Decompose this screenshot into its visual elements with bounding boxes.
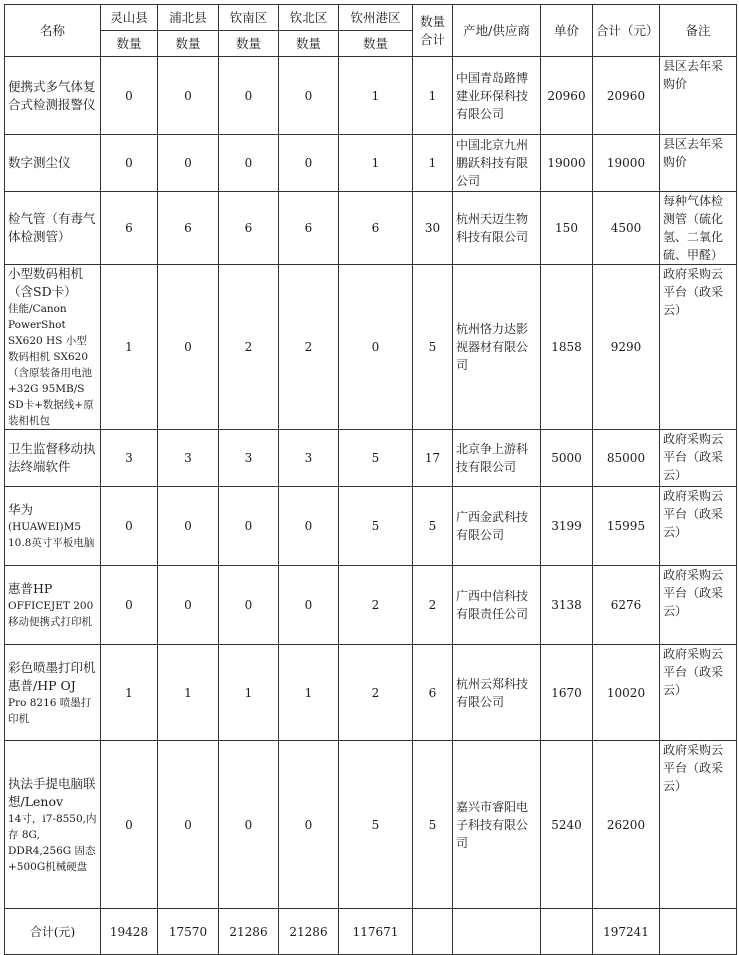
table-row [5, 430, 737, 487]
qty-cell: 0 [101, 741, 158, 909]
footer-grand-total: 197241 [593, 909, 660, 955]
supplier-cell: 杭州天迈生物科技有限公司 [453, 192, 541, 265]
total-cell: 4500 [593, 192, 660, 265]
qty-cell: 6 [101, 192, 158, 265]
qty-cell: 1 [339, 135, 413, 192]
supplier-cell: 中国北京九州鹏跃科技有限公司 [453, 135, 541, 192]
table-row [5, 57, 737, 135]
footer-sum: 21286 [219, 909, 279, 955]
header-region: 钦南区 [219, 5, 279, 31]
qty-cell: 0 [219, 487, 279, 566]
qty-cell: 0 [158, 135, 219, 192]
footer-empty [413, 909, 453, 955]
item-spec: Pro 8216 喷墨打印机 [8, 696, 92, 725]
note-cell: 政府采购云平台（政采云） [660, 645, 737, 741]
footer-empty [453, 909, 541, 955]
item-name-cell [5, 57, 101, 135]
item-name-cell [5, 566, 101, 645]
total-qty-cell: 5 [413, 741, 453, 909]
total-qty-cell: 5 [413, 265, 453, 430]
item-spec: 14寸，i7-8550,内存 8G, DDR4,256G 固态+500G机械硬盘 [8, 812, 97, 873]
qty-cell: 6 [219, 192, 279, 265]
qty-cell: 0 [219, 57, 279, 135]
header-supplier: 产地/供应商 [453, 5, 541, 57]
qty-cell: 2 [339, 645, 413, 741]
qty-cell: 1 [158, 645, 219, 741]
qty-cell: 0 [279, 57, 339, 135]
table-row [5, 192, 737, 265]
qty-cell: 6 [339, 192, 413, 265]
qty-cell: 0 [101, 57, 158, 135]
note-cell: 政府采购云平台（政采云） [660, 265, 737, 430]
total-cell: 26200 [593, 741, 660, 909]
footer-sum: 17570 [158, 909, 219, 955]
item-name: 小型数码相机（含SD卡） [8, 266, 84, 299]
qty-cell: 0 [219, 135, 279, 192]
total-qty-cell: 1 [413, 135, 453, 192]
item-name-cell [5, 487, 101, 566]
total-cell: 10020 [593, 645, 660, 741]
total-cell: 15995 [593, 487, 660, 566]
price-cell: 3138 [541, 566, 593, 645]
item-name: 执法手提电脑联想/Lenov [8, 775, 96, 809]
qty-cell: 0 [158, 265, 219, 430]
qty-cell: 5 [339, 741, 413, 909]
item-spec: OFFICEJET 200 移动便携式打印机 [8, 600, 94, 628]
qty-cell: 0 [279, 741, 339, 909]
total-cell: 20960 [593, 57, 660, 135]
item-name: 华为 [8, 502, 34, 517]
footer-empty [660, 909, 737, 955]
item-name: 检气管（有毒气体检测管） [8, 211, 96, 244]
price-cell: 5000 [541, 430, 593, 487]
header-qty: 数量 [339, 31, 413, 57]
item-name: 彩色喷墨打印机 [8, 659, 96, 675]
total-qty-cell: 5 [413, 487, 453, 566]
note-cell: 政府采购云平台（政采云） [660, 487, 737, 566]
supplier-cell: 杭州恪力达影视器材有限公司 [453, 265, 541, 430]
item-name: 惠普HP [8, 581, 53, 596]
procurement-table [4, 4, 737, 955]
item-name: 卫生监督移动执法终端软件 [8, 441, 96, 474]
header-qty: 数量 [158, 31, 219, 57]
table-row [5, 741, 737, 909]
total-qty-cell: 6 [413, 645, 453, 741]
item-name-cell [5, 135, 101, 192]
item-spec: (HUAWEI)M5 10.8英寸平板电脑 [8, 521, 95, 549]
table-row [5, 566, 737, 645]
item-name: 便携式多气体复合式检测报警仪 [8, 78, 96, 112]
price-cell: 3199 [541, 487, 593, 566]
note-cell: 政府采购云平台（政采云） [660, 741, 737, 909]
qty-cell: 0 [219, 566, 279, 645]
qty-cell: 1 [219, 645, 279, 741]
header-total: 合计（元） [593, 5, 660, 57]
header-name: 名称 [5, 5, 101, 57]
item-name-cell [5, 430, 101, 487]
header-region: 钦州港区 [339, 5, 413, 31]
item-name-cell [5, 192, 101, 265]
total-qty-cell: 2 [413, 566, 453, 645]
total-cell: 9290 [593, 265, 660, 430]
note-cell: 政府采购云平台（政采云） [660, 430, 737, 487]
qty-cell: 3 [279, 430, 339, 487]
price-cell: 1858 [541, 265, 593, 430]
qty-cell: 0 [158, 741, 219, 909]
header-unit-price: 单价 [541, 5, 593, 57]
qty-cell: 0 [101, 487, 158, 566]
footer-empty [541, 909, 593, 955]
qty-cell: 1 [101, 645, 158, 741]
header-qty: 数量 [279, 31, 339, 57]
supplier-cell: 广西金武科技有限公司 [453, 487, 541, 566]
qty-cell: 0 [101, 135, 158, 192]
qty-cell: 2 [279, 265, 339, 430]
qty-cell: 2 [339, 566, 413, 645]
qty-cell: 3 [158, 430, 219, 487]
total-qty-cell: 1 [413, 57, 453, 135]
supplier-cell: 杭州云郑科技有限公司 [453, 645, 541, 741]
note-cell: 政府采购云平台（政采云） [660, 566, 737, 645]
footer-sum: 19428 [101, 909, 158, 955]
item-name-cell [5, 265, 101, 430]
footer-label: 合计(元) [5, 909, 101, 955]
table-row [5, 265, 737, 430]
price-cell: 1670 [541, 645, 593, 741]
header-region: 灵山县 [101, 5, 158, 31]
qty-cell: 5 [339, 430, 413, 487]
qty-cell: 0 [279, 487, 339, 566]
item-name: 惠普/HP OJ [8, 677, 76, 693]
qty-cell: 3 [101, 430, 158, 487]
footer-sum: 21286 [279, 909, 339, 955]
qty-cell: 1 [279, 645, 339, 741]
price-cell: 20960 [541, 57, 593, 135]
qty-cell: 0 [158, 57, 219, 135]
qty-cell: 0 [279, 135, 339, 192]
supplier-cell: 广西中信科技有限责任公司 [453, 566, 541, 645]
qty-cell: 0 [158, 566, 219, 645]
price-cell: 19000 [541, 135, 593, 192]
qty-cell: 5 [339, 487, 413, 566]
qty-cell: 0 [219, 741, 279, 909]
qty-cell: 3 [219, 430, 279, 487]
note-cell: 县区去年采购价 [660, 135, 737, 192]
qty-cell: 6 [279, 192, 339, 265]
header-total-qty: 数量合计 [413, 5, 453, 57]
total-cell: 85000 [593, 430, 660, 487]
header-region: 浦北县 [158, 5, 219, 31]
qty-cell: 0 [279, 566, 339, 645]
qty-cell: 0 [158, 487, 219, 566]
header-region: 钦北区 [279, 5, 339, 31]
qty-cell: 0 [339, 265, 413, 430]
total-cell: 19000 [593, 135, 660, 192]
supplier-cell: 北京争上游科技有限公司 [453, 430, 541, 487]
qty-cell: 1 [339, 57, 413, 135]
qty-cell: 6 [158, 192, 219, 265]
price-cell: 5240 [541, 741, 593, 909]
price-cell: 150 [541, 192, 593, 265]
footer-sum: 117671 [339, 909, 413, 955]
note-cell: 县区去年采购价 [660, 57, 737, 135]
table-row [5, 645, 737, 741]
item-name-cell [5, 741, 101, 909]
item-name: 数字测尘仪 [8, 155, 71, 170]
table-row [5, 135, 737, 192]
qty-cell: 0 [101, 566, 158, 645]
item-name-cell [5, 645, 101, 741]
header-note: 备注 [660, 5, 737, 57]
note-cell: 每种气体检测管（硫化氢、二氧化硫、甲醛） [660, 192, 737, 265]
table-row [5, 487, 737, 566]
header-qty: 数量 [101, 31, 158, 57]
qty-cell: 2 [219, 265, 279, 430]
item-spec: 佳能/Canon PowerShot SX620 HS 小型数码相机 SX620（含原装备用电池+32G 95MB/S SD卡+数据线+原装相机包 [8, 303, 94, 427]
supplier-cell: 嘉兴市睿阳电子科技有限公司 [453, 741, 541, 909]
qty-cell: 1 [101, 265, 158, 430]
supplier-cell: 中国青岛路博建业环保科技有限公司 [453, 57, 541, 135]
total-qty-cell: 17 [413, 430, 453, 487]
total-cell: 6276 [593, 566, 660, 645]
total-qty-cell: 30 [413, 192, 453, 265]
header-qty: 数量 [219, 31, 279, 57]
